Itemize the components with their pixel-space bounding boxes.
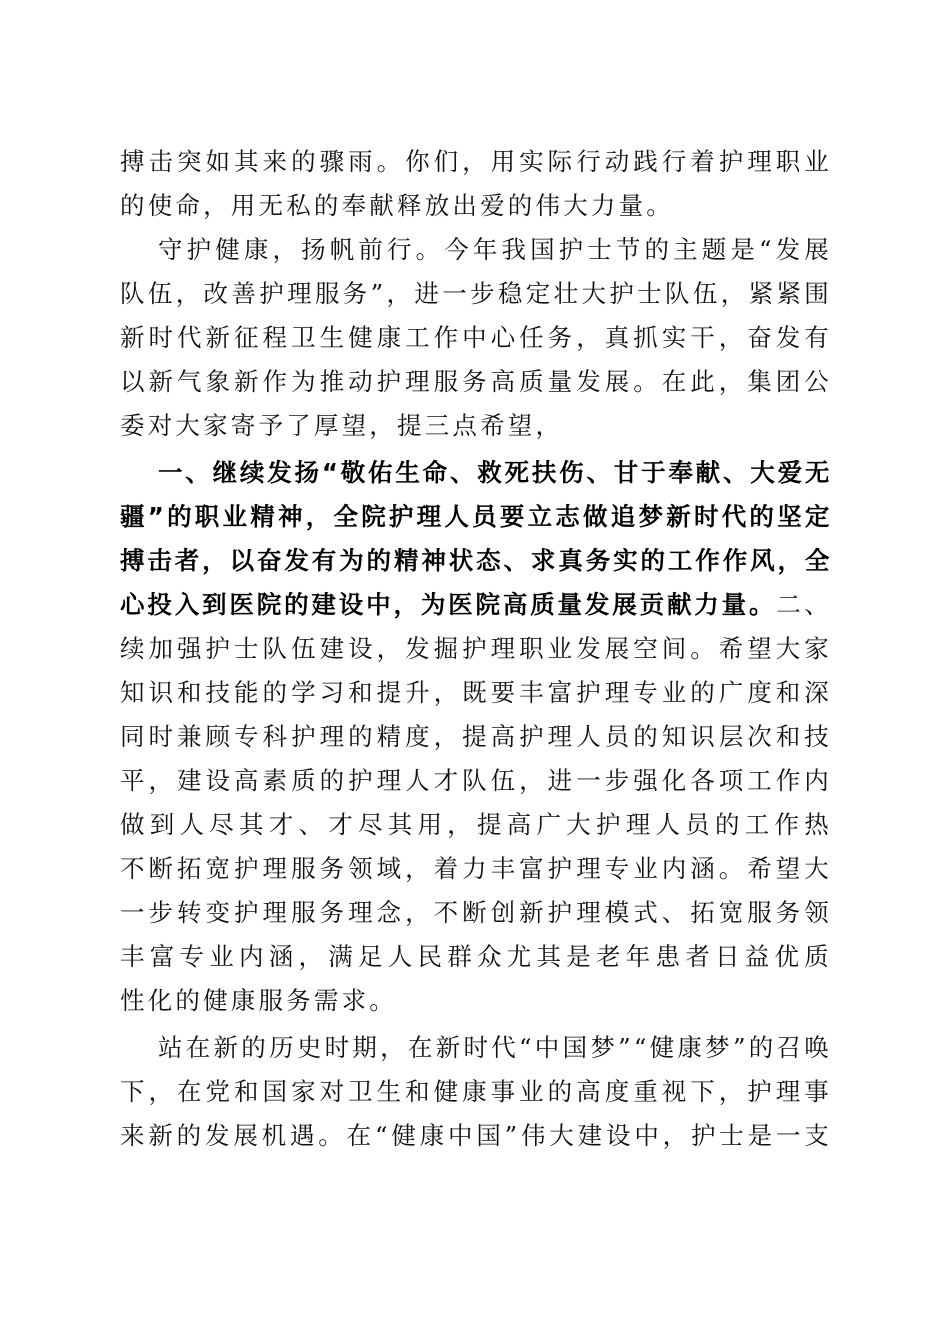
text-line: 站在新的历史时期，在新时代“中国梦”“健康梦”的召唤 [158,1033,832,1062]
text-segment: 二、 [776,590,832,619]
bold-text-line: 搏击者，以奋发有为的精神状态、求真务实的工作作风，全 [120,546,832,575]
text-line: 续加强护士队伍建设，发掘护理职业发展空间。希望大家 [120,634,832,663]
paragraph-2 [120,228,832,448]
text-line: 守护健康，扬帆前行。今年我国护士节的主题是“发展 [158,235,832,264]
paragraph-3 [120,451,832,1023]
text-line: 以新气象新作为推动护理服务高质量发展。在此，集团公 [120,367,832,396]
text-line: 的使命，用无私的奉献释放出爱的伟大力量。 [120,191,674,220]
text-line: 队伍，改善护理服务”，进一步稳定壮大护士队伍，紧紧围 [120,279,832,308]
bold-text-segment: 心投入到医院的建设中，为医院高质量发展贡献力量。 [120,590,777,619]
text-line: 平，建设高素质的护理人才队伍，进一步强化各项工作内 [120,766,832,795]
text-line: 不断拓宽护理服务领域，着力丰富护理专业内涵。希望大 [120,854,832,883]
bold-text-line: 一、继续发扬“敬佑生命、救死扶伤、甘于奉献、大爱无 [158,458,832,487]
paragraph-1 [120,140,832,228]
mixed-text-line [120,583,832,627]
text-line: 性化的健康服务需求。 [120,986,397,1015]
text-line: 来新的发展机遇。在“健康中国”伟大建设中，护士是一支 [120,1121,832,1150]
text-line: 做到人尽其才、才尽其用，提高广大护理人员的工作热 [120,810,832,839]
text-line: 一步转变护理服务理念，不断创新护理模式、拓宽服务领 [120,898,832,927]
document-page [120,140,832,1158]
text-line: 下，在党和国家对卫生和健康事业的高度重视下，护理事 [120,1077,832,1106]
text-line: 委对大家寄予了厚望，提三点希望， [120,411,564,440]
bold-text-line: 疆”的职业精神，全院护理人员要立志做追梦新时代的坚定 [120,502,832,531]
text-line: 知识和技能的学习和提升，既要丰富护理专业的广度和深 [120,678,832,707]
text-line: 搏击突如其来的骤雨。你们，用实际行动践行着护理职业 [120,147,832,176]
text-line: 新时代新征程卫生健康工作中心任务，真抓实干，奋发有 [120,323,832,352]
text-line: 同时兼顾专科护理的精度，提高护理人员的知识层次和技 [120,722,832,751]
text-line: 丰富专业内涵，满足人民群众尤其是老年患者日益优质 [120,942,832,971]
paragraph-4 [120,1026,832,1158]
